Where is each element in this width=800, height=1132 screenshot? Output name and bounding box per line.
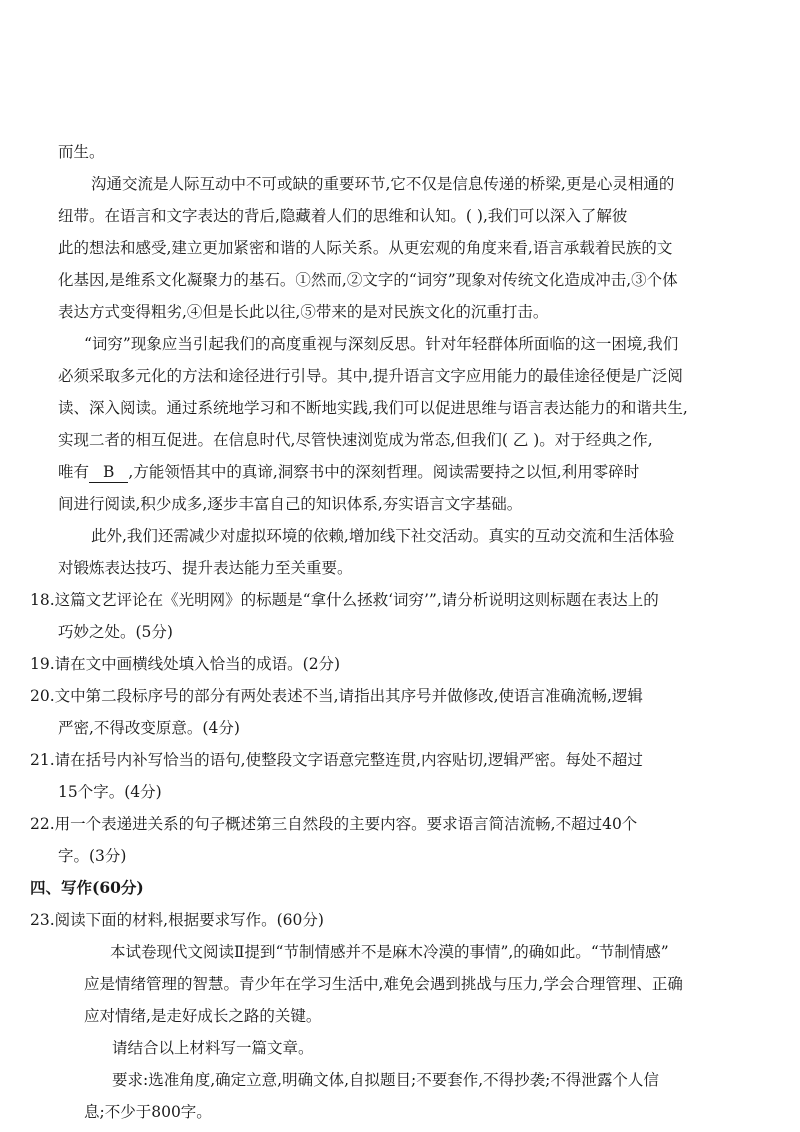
passage-line: 化基因,是维系文化凝聚力的基石。①然而,②文字的“词穷”现象对传统文化造成冲击,③个体 bbox=[58, 271, 678, 289]
passage-line: 间进行阅读,积少成多,逐步丰富自己的知识体系,夯实语言文字基础。 bbox=[58, 495, 523, 513]
passage-line: “词穷”现象应当引起我们的高度重视与深刻反思。针对年轻群体所面临的这一困境,我们 bbox=[84, 335, 679, 353]
question-19: 19.请在文中画横线处填入恰当的成语。(2分) bbox=[30, 655, 341, 673]
passage-line: 对锻炼表达技巧、提升表达能力至关重要。 bbox=[58, 559, 353, 577]
material-line: 应是情绪管理的智慧。青少年在学习生活中,难免会遇到挑战与压力,学会合理管理、正确 bbox=[84, 975, 683, 993]
passage-line: 纽带。在语言和文字表达的背后,隐藏着人们的思维和认知。( ),我们可以深入了解彼 bbox=[58, 207, 628, 225]
question-18: 18.这篇文艺评论在《光明网》的标题是“拿什么拯救‘词穷’”,请分析说明这则标题在表达上的 bbox=[30, 591, 659, 609]
requirements-line: 息;不少于800字。 bbox=[84, 1103, 212, 1121]
passage-text: 唯有 bbox=[58, 463, 90, 481]
passage-line: 而生。 bbox=[58, 143, 105, 161]
section-title: 四、写作(60分) bbox=[30, 878, 144, 897]
material-line: 应对情绪,是走好成长之路的关键。 bbox=[84, 1007, 322, 1025]
passage-line bbox=[58, 462, 639, 483]
material-line: 本试卷现代文阅读Ⅱ提到“节制情感并不是麻木冷漠的事情”,的确如此。“节制情感” bbox=[110, 943, 669, 961]
passage-text: ,方能领悟其中的真谛,洞察书中的深刻哲理。阅读需要持之以恒,利用零碎时 bbox=[128, 463, 640, 481]
question-18-cont: 巧妙之处。(5分) bbox=[58, 623, 173, 641]
passage-line: 实现二者的相互促进。在信息时代,尽管快速浏览成为常态,但我们( 乙 )。对于经典之作, bbox=[58, 431, 653, 449]
passage-line: 表达方式变得粗劣,④但是长此以往,⑤带来的是对民族文化的沉重打击。 bbox=[58, 303, 549, 321]
fill-blank-b: B bbox=[89, 462, 128, 483]
passage-line: 沟通交流是人际互动中不可或缺的重要环节,它不仅是信息传递的桥梁,更是心灵相通的 bbox=[91, 175, 675, 193]
question-22: 22.用一个表递进关系的句子概述第三自然段的主要内容。要求语言简洁流畅,不超过40个 bbox=[30, 815, 638, 833]
passage-line: 此的想法和感受,建立更加紧密和谐的人际关系。从更宏观的角度来看,语言承载着民族的文 bbox=[58, 239, 673, 257]
passage-line: 必须采取多元化的方法和途径进行引导。其中,提升语言文字应用能力的最佳途径便是广泛阅 bbox=[58, 367, 683, 385]
material-line: 请结合以上材料写一篇文章。 bbox=[112, 1039, 314, 1057]
question-21: 21.请在括号内补写恰当的语句,使整段文字语意完整连贯,内容贴切,逻辑严密。每处不超过 bbox=[30, 751, 643, 769]
requirements-line: 要求:选准角度,确定立意,明确文体,自拟题目;不要套作,不得抄袭;不得泄露个人信 bbox=[112, 1071, 659, 1089]
passage-line: 读、深入阅读。通过系统地学习和不断地实践,我们可以促进思维与语言表达能力的和谐共生, bbox=[58, 399, 688, 417]
question-20-cont: 严密,不得改变原意。(4分) bbox=[58, 719, 240, 737]
passage-line: 此外,我们还需减少对虚拟环境的依赖,增加线下社交活动。真实的互动交流和生活体验 bbox=[91, 527, 675, 545]
question-22-cont: 字。(3分) bbox=[58, 847, 127, 865]
question-21-cont: 15个字。(4分) bbox=[58, 783, 162, 801]
question-20: 20.文中第二段标序号的部分有两处表述不当,请指出其序号并做修改,使语言准确流畅,逻辑 bbox=[30, 687, 643, 705]
question-23: 23.阅读下面的材料,根据要求写作。(60分) bbox=[30, 911, 324, 929]
